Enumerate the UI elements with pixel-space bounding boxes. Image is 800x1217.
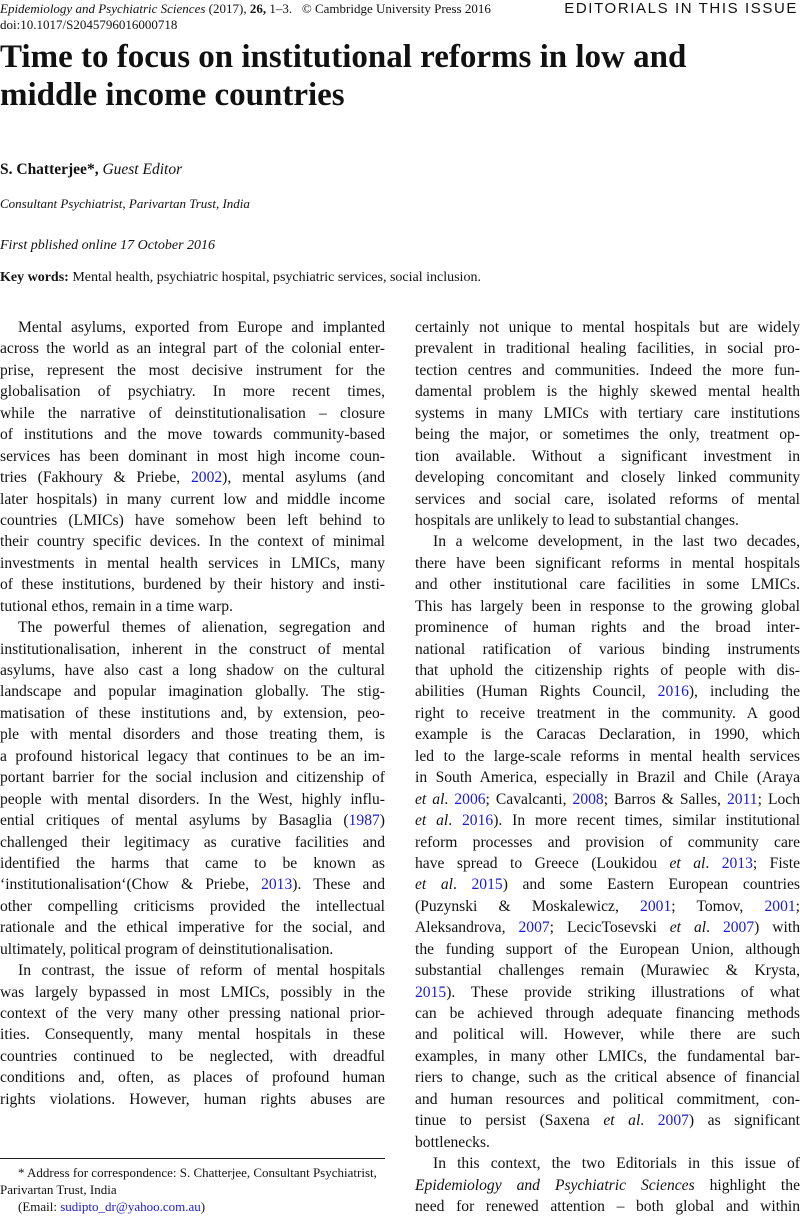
text-span: ; Fiste xyxy=(752,854,800,872)
italic-text: Epidemiology and Psychiatric Sciences xyxy=(415,1176,695,1194)
text-line: ultimately, political program of deinstitutionalisation. xyxy=(0,940,334,958)
text-line: landscape and popular imagination globally. The stig- xyxy=(0,683,385,701)
text-span: ential critiques of mental asylums by Basaglia ( xyxy=(0,812,349,830)
text-span: ; Loch xyxy=(757,790,800,808)
journal-name: Epidemiology and Psychiatric Sciences xyxy=(0,1,206,16)
text-line: rationale and the ethical imperative for the social, and xyxy=(0,919,385,937)
text-span: have spread to Greece (Loukidou xyxy=(415,854,670,872)
paragraph xyxy=(415,531,800,1153)
text-span: Aleksandrova, xyxy=(415,919,519,937)
text-line: of these institutions, burdened by their history and insti- xyxy=(0,576,385,594)
text-span: ). These and xyxy=(292,876,385,894)
italic-text: et al xyxy=(669,919,707,937)
text-line: hospitals are unlikely to lead to substantial changes. xyxy=(415,511,739,529)
text-span: . xyxy=(448,812,462,830)
paragraph xyxy=(415,317,800,531)
text-line: globalisation of psychiatry. In more recent times, xyxy=(0,383,385,401)
keywords-label: Key words: xyxy=(0,270,69,285)
text-line: prominence of human rights and the broad inter- xyxy=(415,619,800,637)
text-line: later hospitals) in many current low and middle income xyxy=(0,490,385,508)
text-line: prise, represent the most decisive instrument for the xyxy=(0,361,385,379)
text-span: ; Barros & Salles, xyxy=(603,790,727,808)
text-line: systems in many LMICs with tertiary care institutions xyxy=(415,404,800,422)
email-prefix: (Email: xyxy=(18,1199,61,1214)
text-span: ). In more recent times, similar institutional xyxy=(493,812,800,830)
citation-link[interactable]: 2015 xyxy=(471,876,503,894)
body-column-left xyxy=(0,317,385,1110)
text-line: the funding support of the European Union, although xyxy=(415,940,800,958)
text-line: matisation of these institutions and, by extension, peo- xyxy=(0,704,385,722)
citation-link[interactable]: 2013 xyxy=(261,876,293,894)
author-name: S. Chatterjee*, xyxy=(0,161,99,178)
text-line: need for renewed attention – both global and within xyxy=(415,1197,800,1215)
text-line: across the world as an integral part of the colonial enter- xyxy=(0,340,385,358)
text-line: while the narrative of deinstitutionalisation – closure xyxy=(0,404,385,422)
italic-text: et al xyxy=(415,876,453,894)
text-line: ple with mental disorders and those treating them, is xyxy=(0,726,385,744)
text-span: . xyxy=(706,919,723,937)
footnote-address: * Address for correspondence: S. Chatterjee, Consultant Psychiatrist, xyxy=(18,1165,377,1180)
text-line: identified the harms that came to be known as xyxy=(0,854,385,872)
text-line xyxy=(415,896,800,917)
text-line xyxy=(415,853,800,874)
citation-link[interactable]: 2002 xyxy=(190,469,223,487)
citation-link[interactable]: 2008 xyxy=(572,790,604,808)
doi: doi:10.1017/S2045796016000718 xyxy=(0,17,178,32)
citation-link[interactable]: 1987 xyxy=(348,812,380,830)
citation-link[interactable]: 2001 xyxy=(764,897,796,915)
text-line xyxy=(415,874,800,895)
text-line: being the major, or sometimes the only, treatment op- xyxy=(415,426,800,444)
journal-citation xyxy=(0,1,491,17)
text-line: in South America, especially in Brazil and Chile (Araya xyxy=(415,769,800,787)
text-line: In a welcome development, in the last two decades, xyxy=(433,533,800,551)
journal-volume: 26, xyxy=(249,1,267,16)
journal-year: (2017), xyxy=(208,1,247,16)
footnote xyxy=(0,1164,385,1215)
text-line: rights violations. However, human rights abuses are xyxy=(0,1090,385,1108)
text-line: services has been dominant in most high income coun- xyxy=(0,447,385,465)
text-span: ; Cavalcanti, xyxy=(485,790,573,808)
text-line: tection centres and communities. Indeed the more fun- xyxy=(415,361,800,379)
email-suffix: ) xyxy=(200,1199,206,1214)
section-label: EDITORIALS IN THIS ISSUE xyxy=(564,0,798,17)
text-line: countries continued to be neglected, with dreadful xyxy=(0,1047,385,1065)
text-span: abilities (Human Rights Council, xyxy=(415,683,658,701)
text-line: people with mental disorders. In the West, highly influ- xyxy=(0,790,385,808)
text-line xyxy=(415,1175,800,1196)
text-line: ities. Consequently, many mental hospitals in these xyxy=(0,1026,385,1044)
article-title: Time to focus on institutional reforms in low and middle income countries xyxy=(0,39,687,113)
text-line: Mental asylums, exported from Europe and implanted xyxy=(18,319,385,336)
text-span: ; LecicTosevski xyxy=(549,919,670,937)
footnote-divider xyxy=(0,1158,385,1159)
footnote-email xyxy=(0,1198,385,1215)
text-line xyxy=(0,810,385,831)
text-line: there have been significant reforms in mental hospitals xyxy=(415,554,800,572)
italic-text: et al xyxy=(669,854,706,872)
italic-text: et al xyxy=(603,1112,641,1130)
keywords-list: Mental health, psychiatric hospital, psychiatric services, social inclusion. xyxy=(72,270,481,285)
author-role: Guest Editor xyxy=(102,161,183,178)
text-line: tutional ethos, remain in a time warp. xyxy=(0,597,233,615)
text-line: This has largely been in response to the growing global xyxy=(415,597,800,615)
text-line: services and social care, isolated reforms of mental xyxy=(415,490,800,508)
text-line: bottlenecks. xyxy=(415,1133,490,1151)
text-line xyxy=(415,681,800,702)
text-line: context of the very many other pressing national prior- xyxy=(0,1005,385,1022)
text-span: ) with xyxy=(754,919,800,937)
text-span: ; Tomov, xyxy=(671,897,765,915)
text-line: conditions and, often, as places of profound human xyxy=(0,1069,385,1087)
citation-link[interactable]: 2007 xyxy=(518,919,550,937)
text-span: (Puzynski & Moskalewicz, xyxy=(415,897,641,915)
text-line: right to receive treatment in the community. A good xyxy=(415,704,800,722)
text-line: led to the large-scale reforms in mental health services xyxy=(415,747,800,765)
text-span: . xyxy=(444,790,455,808)
text-line: national ratification of various binding instruments xyxy=(415,640,800,658)
text-line: countries (LMICs) have somehow been left behind to xyxy=(0,511,385,529)
text-line: can be achieved through adequate financing methods xyxy=(415,1005,800,1022)
text-span: highlight the xyxy=(694,1176,800,1194)
text-line xyxy=(415,789,800,810)
paragraph xyxy=(0,317,385,617)
text-line: asylums, have also cast a long shadow on the cultural xyxy=(0,662,385,679)
email-link[interactable]: sudipto_dr@yahoo.com.au xyxy=(60,1199,201,1214)
text-span: ), mental asylums (and xyxy=(222,469,385,487)
citation-link[interactable]: 2006 xyxy=(454,790,486,808)
text-line: a profound historical legacy that continues to be an im- xyxy=(0,747,385,765)
text-line: tion available. Without a significant investment in xyxy=(415,447,800,465)
text-line: substantial challenges remain (Murawiec & Krysta, xyxy=(415,962,800,980)
text-span: . xyxy=(705,854,722,872)
text-span: ; xyxy=(795,897,800,915)
affiliation: Consultant Psychiatrist, Parivartan Trust, India xyxy=(0,196,250,211)
text-line xyxy=(415,917,800,938)
text-line xyxy=(415,810,800,831)
text-span: ). These provide striking illustrations of what xyxy=(446,983,800,1001)
paragraph xyxy=(0,617,385,960)
text-span: ‘institutionalisation‘(Chow & Priebe, xyxy=(0,876,262,894)
text-line: portant barrier for the social inclusion and citizenship of xyxy=(0,769,385,787)
italic-text: et al xyxy=(415,790,445,808)
text-line: of institutions and the move towards community-based xyxy=(0,426,385,444)
text-line: other compelling criticisms provided the intellectual xyxy=(0,897,385,915)
text-line: example is the Caracas Declaration, in 1990, which xyxy=(415,726,800,744)
text-span: . xyxy=(640,1112,658,1130)
citation-link[interactable]: 2007 xyxy=(657,1112,689,1130)
citation-link[interactable]: 2016 xyxy=(462,812,494,830)
text-line: reform processes and provision of community care xyxy=(415,833,800,851)
footnote-address-cont: Parivartan Trust, India xyxy=(0,1182,117,1197)
text-line xyxy=(415,1110,800,1131)
paragraph xyxy=(415,1153,800,1217)
keywords xyxy=(0,270,481,286)
text-line: examples, in many other LMICs, the fundamental bar- xyxy=(415,1047,800,1065)
citation-link[interactable]: 2013 xyxy=(721,854,753,872)
author-line xyxy=(0,161,182,179)
text-line xyxy=(0,467,385,488)
text-line xyxy=(415,982,800,1003)
text-span: ) as significant xyxy=(688,1112,800,1130)
citation-link[interactable]: 2015 xyxy=(415,983,447,1001)
citation-link[interactable]: 2011 xyxy=(727,790,758,808)
citation-link[interactable]: 2001 xyxy=(640,897,672,915)
journal-pages: 1–3. xyxy=(269,1,293,16)
text-line: developing concomitant and closely linked community xyxy=(415,469,800,487)
text-span: . xyxy=(453,876,472,894)
paragraph xyxy=(0,960,385,1110)
text-line: that uphold the citizenship rights of people with dis- xyxy=(415,662,800,679)
text-line: certainly not unique to mental hospitals but are widely xyxy=(415,319,800,336)
text-line: their country specific devices. In the context of minimal xyxy=(0,533,385,551)
italic-text: et al xyxy=(415,812,449,830)
citation-link[interactable]: 2016 xyxy=(657,683,689,701)
text-span: ) and some Eastern European countries xyxy=(502,876,800,894)
text-span: tinue to persist (Saxena xyxy=(415,1112,604,1130)
text-line: The powerful themes of alienation, segregation and xyxy=(18,619,385,637)
text-line: damental problem is the highly skewed mental health xyxy=(415,383,800,401)
citation-link[interactable]: 2007 xyxy=(722,919,755,937)
text-line: riers to change, such as the critical absence of financial xyxy=(415,1069,800,1087)
text-span: ), including the xyxy=(688,683,800,701)
text-line: and other institutional care facilities in some LMICs. xyxy=(415,576,800,594)
text-line: investments in mental health services in LMICs, many xyxy=(0,554,385,572)
copyright: © Cambridge University Press 2016 xyxy=(301,1,491,16)
text-line: In this context, the two Editorials in this issue of xyxy=(433,1155,800,1173)
text-line: and human resources and political commitment, con- xyxy=(415,1090,800,1108)
text-line: institutionalisation, inherent in the construct of mental xyxy=(0,640,385,658)
text-line: prevalent in traditional healing facilities, in social pro- xyxy=(415,340,800,358)
text-line: was largely bypassed in most LMICs, possibly in the xyxy=(0,983,385,1001)
text-span: ) xyxy=(379,812,385,830)
text-line: and political will. However, while there are such xyxy=(415,1026,800,1044)
publication-date: First pblished online 17 October 2016 xyxy=(0,238,216,253)
text-line: challenged their legitimacy as curative facilities and xyxy=(0,833,385,851)
body-column-right xyxy=(415,317,800,1217)
text-line xyxy=(0,874,385,895)
text-span: tries (Fakhoury & Priebe, xyxy=(0,469,191,487)
text-line: In contrast, the issue of reform of mental hospitals xyxy=(18,962,385,980)
